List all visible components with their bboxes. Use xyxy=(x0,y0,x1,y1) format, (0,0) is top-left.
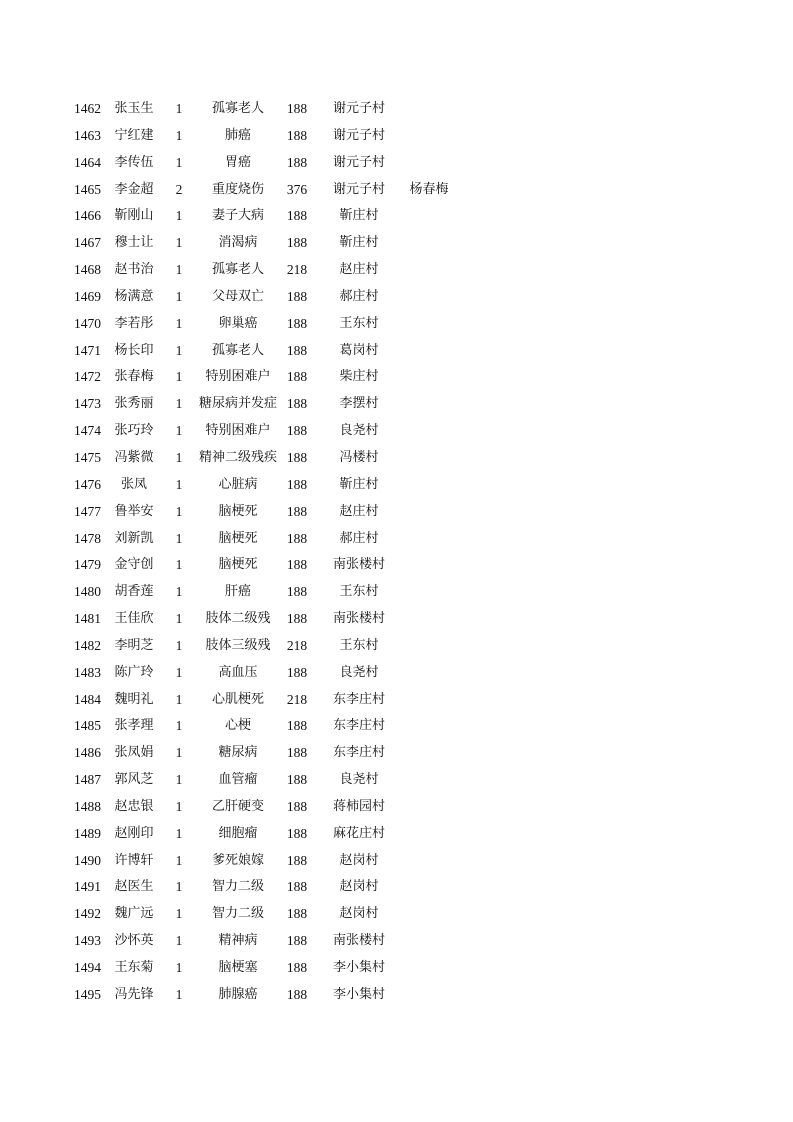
village-name: 良尧村 xyxy=(339,664,379,680)
hardship-reason: 细胞瘤 xyxy=(218,825,258,841)
additional-member xyxy=(402,982,456,1009)
subsidy-amount: 188 xyxy=(286,879,308,895)
household-count: 1 xyxy=(175,476,183,492)
table-row xyxy=(0,338,793,365)
table-row xyxy=(0,311,793,338)
additional-member xyxy=(402,660,456,687)
village-name: 郝庄村 xyxy=(339,288,379,304)
hardship-reason: 爹死娘嫁 xyxy=(211,852,264,868)
record-number: 1474 xyxy=(74,423,101,439)
person-name: 张凤娟 xyxy=(114,745,154,761)
subsidy-amount: 188 xyxy=(286,315,308,331)
record-number: 1472 xyxy=(74,369,101,385)
table-row xyxy=(0,660,793,687)
table-row xyxy=(0,874,793,901)
hardship-reason: 孤寡老人 xyxy=(211,342,264,358)
record-number: 1477 xyxy=(74,503,101,519)
hardship-reason: 肺癌 xyxy=(224,127,251,143)
person-name: 李传伍 xyxy=(114,154,154,170)
record-number: 1484 xyxy=(74,691,101,707)
subsidy-amount: 188 xyxy=(286,396,308,412)
additional-member xyxy=(402,928,456,955)
table-row xyxy=(0,928,793,955)
household-count: 1 xyxy=(175,101,183,116)
village-name: 东李庄村 xyxy=(332,745,385,761)
village-name: 王东村 xyxy=(339,315,379,331)
table-row xyxy=(0,230,793,257)
person-name: 许博轩 xyxy=(114,852,154,868)
additional-member xyxy=(402,713,456,740)
record-number: 1481 xyxy=(74,611,101,627)
additional-member xyxy=(402,257,456,284)
person-name: 王佳欣 xyxy=(114,611,154,627)
person-name: 宁红建 xyxy=(114,127,154,143)
additional-member xyxy=(402,284,456,311)
record-number: 1494 xyxy=(74,960,101,975)
additional-member xyxy=(402,821,456,848)
record-number: 1463 xyxy=(74,127,101,143)
subsidy-amount: 188 xyxy=(286,127,308,143)
household-count: 1 xyxy=(175,423,183,439)
hardship-reason: 重度烧伤 xyxy=(211,181,264,197)
village-name: 靳庄村 xyxy=(339,208,379,224)
household-count: 1 xyxy=(175,798,183,814)
table-row xyxy=(0,96,793,123)
record-number: 1468 xyxy=(74,262,101,278)
additional-member xyxy=(402,96,456,123)
person-name: 金守创 xyxy=(114,557,154,573)
record-number: 1480 xyxy=(74,584,101,600)
table-row xyxy=(0,579,793,606)
village-name: 东李庄村 xyxy=(332,718,385,734)
record-number: 1495 xyxy=(74,986,101,1002)
hardship-reason: 心梗 xyxy=(224,718,251,734)
household-count: 1 xyxy=(175,986,183,1002)
record-number: 1487 xyxy=(74,772,101,788)
record-number: 1483 xyxy=(74,664,101,680)
household-count: 1 xyxy=(175,154,183,170)
hardship-reason: 心脏病 xyxy=(218,476,258,492)
household-count: 1 xyxy=(175,127,183,143)
person-name: 冯先锋 xyxy=(114,986,154,1002)
household-count: 1 xyxy=(175,825,183,841)
village-name: 柴庄村 xyxy=(339,369,379,385)
village-name: 东李庄村 xyxy=(332,691,385,707)
household-count: 1 xyxy=(175,342,183,358)
hardship-reason: 孤寡老人 xyxy=(211,262,264,278)
person-name: 陈广玲 xyxy=(114,664,154,680)
record-number: 1473 xyxy=(74,396,101,412)
hardship-reason: 脑梗塞 xyxy=(218,960,258,975)
hardship-reason: 精神二级残疾 xyxy=(198,449,277,465)
additional-member xyxy=(402,633,456,660)
household-count: 1 xyxy=(175,557,183,573)
person-name: 郭风芝 xyxy=(114,772,154,788)
additional-member xyxy=(402,391,456,418)
additional-member xyxy=(402,687,456,714)
additional-member xyxy=(402,338,456,365)
village-name: 赵岗村 xyxy=(339,879,379,895)
hardship-reason: 脑梗死 xyxy=(218,503,258,519)
household-count: 1 xyxy=(175,262,183,278)
additional-member xyxy=(402,150,456,177)
village-name: 李小集村 xyxy=(332,960,385,975)
subsidy-amount: 188 xyxy=(286,584,308,600)
hardship-reason: 脑梗死 xyxy=(218,530,258,546)
hardship-reason: 肝癌 xyxy=(224,584,251,600)
household-count: 1 xyxy=(175,960,183,975)
village-name: 谢元子村 xyxy=(332,101,385,116)
table-row xyxy=(0,606,793,633)
household-count: 1 xyxy=(175,449,183,465)
record-number: 1470 xyxy=(74,315,101,331)
village-name: 南张楼村 xyxy=(332,557,385,573)
hardship-reason: 肢体二级残 xyxy=(205,611,271,627)
subsidy-amount: 188 xyxy=(286,557,308,573)
village-name: 南张楼村 xyxy=(332,611,385,627)
table-row xyxy=(0,150,793,177)
village-name: 葛岗村 xyxy=(339,342,379,358)
subsidy-amount: 188 xyxy=(286,718,308,734)
hardship-reason: 孤寡老人 xyxy=(211,101,264,116)
table-row xyxy=(0,955,793,982)
table-row xyxy=(0,391,793,418)
table-row xyxy=(0,794,793,821)
additional-member xyxy=(402,123,456,150)
table-row xyxy=(0,284,793,311)
person-name: 鲁举安 xyxy=(114,503,154,519)
additional-member xyxy=(402,445,456,472)
record-number: 1479 xyxy=(74,557,101,573)
hardship-reason: 血管瘤 xyxy=(218,772,258,788)
household-count: 1 xyxy=(175,852,183,868)
subsidy-amount: 188 xyxy=(286,772,308,788)
additional-member xyxy=(402,901,456,928)
table-row xyxy=(0,982,793,1009)
household-count: 1 xyxy=(175,879,183,895)
record-number: 1467 xyxy=(74,235,101,251)
subsidy-amount: 218 xyxy=(286,262,308,278)
table-row xyxy=(0,472,793,499)
table-row xyxy=(0,257,793,284)
household-count: 1 xyxy=(175,637,183,653)
additional-member xyxy=(402,364,456,391)
household-count: 1 xyxy=(175,611,183,627)
person-name: 穆士让 xyxy=(114,235,154,251)
person-name: 赵忠银 xyxy=(114,798,154,814)
hardship-reason: 智力二级 xyxy=(211,906,264,922)
household-count: 1 xyxy=(175,208,183,224)
subsidy-amount: 188 xyxy=(286,154,308,170)
person-name: 张孝理 xyxy=(114,718,154,734)
hardship-reason: 消渴病 xyxy=(218,235,258,251)
record-number: 1478 xyxy=(74,530,101,546)
record-number: 1490 xyxy=(74,852,101,868)
record-number: 1492 xyxy=(74,906,101,922)
table-row xyxy=(0,499,793,526)
table-row xyxy=(0,767,793,794)
village-name: 王东村 xyxy=(339,584,379,600)
subsidy-amount: 188 xyxy=(286,852,308,868)
record-number: 1462 xyxy=(74,101,101,116)
record-number: 1482 xyxy=(74,637,101,653)
household-count: 1 xyxy=(175,691,183,707)
record-number: 1489 xyxy=(74,825,101,841)
household-count: 1 xyxy=(175,664,183,680)
subsidy-amount: 218 xyxy=(286,691,308,707)
subsidy-amount: 188 xyxy=(286,342,308,358)
hardship-reason: 糖尿病 xyxy=(218,745,258,761)
village-name: 王东村 xyxy=(339,637,379,653)
record-number: 1493 xyxy=(74,933,101,949)
person-name: 赵刚印 xyxy=(114,825,154,841)
record-number: 1466 xyxy=(74,208,101,224)
table-row xyxy=(0,821,793,848)
additional-member xyxy=(402,740,456,767)
village-name: 赵岗村 xyxy=(339,852,379,868)
subsidy-amount: 188 xyxy=(286,664,308,680)
person-name: 魏明礼 xyxy=(114,691,154,707)
village-name: 郝庄村 xyxy=(339,530,379,546)
hardship-reason: 卵巢癌 xyxy=(218,315,258,331)
subsidy-amount: 188 xyxy=(286,745,308,761)
additional-member xyxy=(402,230,456,257)
record-number: 1476 xyxy=(74,476,101,492)
person-name: 杨长印 xyxy=(114,342,154,358)
table-row xyxy=(0,633,793,660)
additional-member xyxy=(402,955,456,982)
additional-member xyxy=(402,203,456,230)
hardship-reason: 胃癌 xyxy=(224,154,251,170)
additional-member xyxy=(402,848,456,875)
hardship-reason: 精神病 xyxy=(218,933,258,949)
additional-member xyxy=(402,606,456,633)
person-name: 张春梅 xyxy=(114,369,154,385)
subsidy-amount: 188 xyxy=(286,476,308,492)
village-name: 良尧村 xyxy=(339,423,379,439)
table-row xyxy=(0,418,793,445)
table-row xyxy=(0,901,793,928)
person-name: 王东菊 xyxy=(114,960,154,975)
additional-member xyxy=(402,418,456,445)
subsidy-amount: 188 xyxy=(286,423,308,439)
household-count: 1 xyxy=(175,315,183,331)
village-name: 麻花庄村 xyxy=(332,825,385,841)
household-count: 1 xyxy=(175,530,183,546)
table-row xyxy=(0,687,793,714)
subsidy-amount: 188 xyxy=(286,960,308,975)
household-count: 1 xyxy=(175,906,183,922)
person-name: 胡香莲 xyxy=(114,584,154,600)
hardship-reason: 父母双亡 xyxy=(211,288,264,304)
subsidy-amount: 188 xyxy=(286,825,308,841)
person-name: 冯紫微 xyxy=(114,449,154,465)
record-number: 1475 xyxy=(74,449,101,465)
subsidy-amount: 188 xyxy=(286,503,308,519)
subsidy-amount: 188 xyxy=(286,235,308,251)
table-row xyxy=(0,740,793,767)
person-name: 李金超 xyxy=(114,181,154,197)
hardship-reason: 特别困难户 xyxy=(205,423,271,439)
subsidy-amount: 188 xyxy=(286,986,308,1002)
additional-member xyxy=(402,767,456,794)
village-name: 李小集村 xyxy=(332,986,385,1002)
person-name: 魏广远 xyxy=(114,906,154,922)
household-count: 1 xyxy=(175,584,183,600)
additional-member xyxy=(402,874,456,901)
person-name: 张秀丽 xyxy=(114,396,154,412)
village-name: 良尧村 xyxy=(339,772,379,788)
record-number: 1464 xyxy=(74,154,101,170)
village-name: 靳庄村 xyxy=(339,235,379,251)
subsidy-amount: 188 xyxy=(286,798,308,814)
record-number: 1488 xyxy=(74,798,101,814)
table-row xyxy=(0,848,793,875)
person-name: 李明芝 xyxy=(114,637,154,653)
table-row xyxy=(0,552,793,579)
household-count: 1 xyxy=(175,503,183,519)
village-name: 冯楼村 xyxy=(339,449,379,465)
person-name: 张凤 xyxy=(120,476,147,492)
subsidy-amount: 188 xyxy=(286,208,308,224)
table-row xyxy=(0,123,793,150)
hardship-reason: 脑梗死 xyxy=(218,557,258,573)
record-number: 1465 xyxy=(74,181,101,197)
additional-member xyxy=(402,526,456,553)
village-name: 谢元子村 xyxy=(332,154,385,170)
table-row xyxy=(0,713,793,740)
records-table xyxy=(0,96,793,1009)
person-name: 李若彤 xyxy=(114,315,154,331)
additional-member xyxy=(402,499,456,526)
person-name: 张玉生 xyxy=(114,101,154,116)
hardship-reason: 高血压 xyxy=(218,664,258,680)
hardship-reason: 肺腺癌 xyxy=(218,986,258,1002)
hardship-reason: 妻子大病 xyxy=(211,208,264,224)
hardship-reason: 智力二级 xyxy=(211,879,264,895)
village-name: 蒋柿园村 xyxy=(332,798,385,814)
subsidy-amount: 188 xyxy=(286,530,308,546)
subsidy-amount: 188 xyxy=(286,611,308,627)
village-name: 赵岗村 xyxy=(339,906,379,922)
hardship-reason: 糖尿病并发症 xyxy=(198,396,277,412)
record-number: 1471 xyxy=(74,342,101,358)
additional-member xyxy=(402,794,456,821)
subsidy-amount: 218 xyxy=(286,637,308,653)
village-name: 谢元子村 xyxy=(332,181,385,197)
additional-member xyxy=(402,311,456,338)
village-name: 南张楼村 xyxy=(332,933,385,949)
village-name: 李摆村 xyxy=(339,396,379,412)
person-name: 赵医生 xyxy=(114,879,154,895)
subsidy-amount: 188 xyxy=(286,288,308,304)
hardship-reason: 心肌梗死 xyxy=(211,691,264,707)
household-count: 1 xyxy=(175,235,183,251)
subsidy-amount: 188 xyxy=(286,933,308,949)
additional-member xyxy=(402,552,456,579)
additional-member xyxy=(402,472,456,499)
person-name: 沙怀英 xyxy=(114,933,154,949)
household-count: 1 xyxy=(175,718,183,734)
record-number: 1485 xyxy=(74,718,101,734)
household-count: 1 xyxy=(175,396,183,412)
hardship-reason: 乙肝硬变 xyxy=(211,798,264,814)
village-name: 谢元子村 xyxy=(332,127,385,143)
subsidy-amount: 188 xyxy=(286,906,308,922)
table-row xyxy=(0,203,793,230)
hardship-reason: 肢体三级残 xyxy=(205,637,271,653)
household-count: 2 xyxy=(175,181,183,197)
subsidy-amount: 188 xyxy=(286,449,308,465)
village-name: 赵庄村 xyxy=(339,503,379,519)
additional-member: 杨春梅 xyxy=(409,181,449,197)
household-count: 1 xyxy=(175,288,183,304)
person-name: 靳刚山 xyxy=(114,208,154,224)
record-number: 1491 xyxy=(74,879,101,895)
subsidy-amount: 376 xyxy=(286,181,308,197)
person-name: 杨满意 xyxy=(114,288,154,304)
household-count: 1 xyxy=(175,933,183,949)
person-name: 赵书治 xyxy=(114,262,154,278)
household-count: 1 xyxy=(175,772,183,788)
household-count: 1 xyxy=(175,745,183,761)
table-row xyxy=(0,177,793,204)
subsidy-amount: 188 xyxy=(286,101,308,116)
table-row xyxy=(0,526,793,553)
person-name: 张巧玲 xyxy=(114,423,154,439)
hardship-reason: 特别困难户 xyxy=(205,369,271,385)
additional-member xyxy=(402,579,456,606)
person-name: 刘新凯 xyxy=(114,530,154,546)
subsidy-amount: 188 xyxy=(286,369,308,385)
village-name: 靳庄村 xyxy=(339,476,379,492)
record-number: 1469 xyxy=(74,288,101,304)
table-row xyxy=(0,445,793,472)
village-name: 赵庄村 xyxy=(339,262,379,278)
record-number: 1486 xyxy=(74,745,101,761)
household-count: 1 xyxy=(175,369,183,385)
table-row xyxy=(0,364,793,391)
